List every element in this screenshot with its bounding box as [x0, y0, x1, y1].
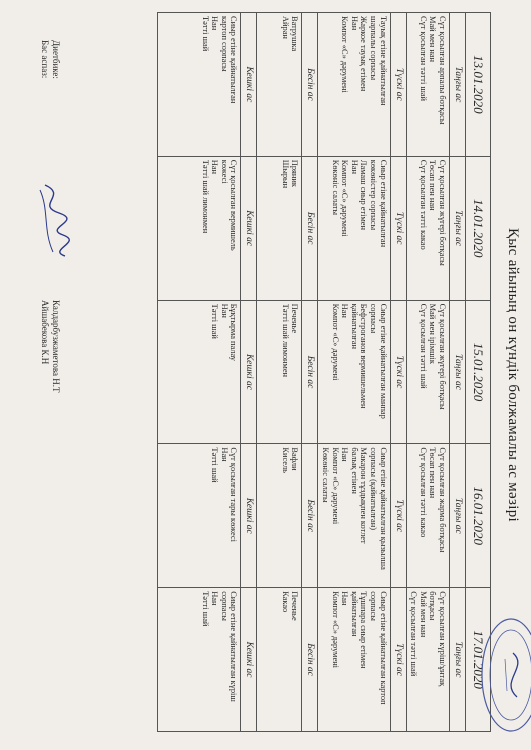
menu-item: Тәтті шай лимонмен — [280, 303, 290, 378]
dinner-cell — [158, 13, 241, 157]
menu-item: Нан — [340, 303, 350, 318]
handwritten-signature — [33, 180, 73, 260]
menu-item: Нан — [210, 16, 220, 31]
snack-label: Бесін ас — [302, 300, 318, 444]
menu-item: Сүт қосылған тары көжесі — [229, 447, 239, 542]
menu-item: Сиыр етіне қайнатылған қызылша — [378, 447, 388, 570]
menu-item: сорпасы (қайнатылған) — [369, 447, 379, 531]
head-cook-label: Бас аспаз: — [40, 40, 50, 79]
menu-table — [157, 12, 491, 732]
menu-item: Сүт қосылған тәтті какао — [418, 447, 428, 538]
menu-item: Тұшпара сиыр етімен — [359, 591, 369, 669]
breakfast-cell — [406, 444, 449, 588]
menu-item: Төсап пен нан — [428, 447, 438, 499]
lunch-cell — [318, 156, 390, 300]
menu-item: Печенье — [290, 303, 300, 334]
menu-item: Компот «С» дәруменi — [330, 447, 340, 525]
menu-item: Тәтті шай — [200, 591, 210, 627]
menu-item: Нан — [349, 159, 359, 175]
menu-item: Макарон тұздықпен котлет — [359, 447, 369, 544]
menu-item: Май мен ірімшік — [428, 303, 438, 364]
menu-item: Компот «С» дәруменi — [340, 159, 350, 237]
snack-label: Бесін ас — [302, 156, 318, 300]
date-header: 14.01.2020 — [466, 156, 491, 300]
dinner-cell — [158, 156, 241, 300]
menu-item: шарпалы сорпасы — [369, 16, 379, 81]
menu-item: Сүт қосылған тәтті шай — [418, 303, 428, 389]
menu-item: Май мен нан — [418, 591, 428, 638]
menu-title: Қыс айының он күндік болжамалы ас мәзірі — [505, 228, 521, 522]
menu-item: Сүт қосылған жүгері ботқасы — [438, 159, 447, 266]
lunch-label: Түскі ас — [390, 300, 406, 444]
breakfast-cell — [406, 13, 449, 157]
menu-item: Жаркое тауық етімен — [359, 16, 369, 92]
menu-item: Компот «С» дәруменi — [330, 591, 340, 669]
dinner-label: Кешкі ас — [241, 444, 257, 588]
menu-item: Кисель — [280, 447, 290, 473]
menu-item: көжесі — [219, 159, 229, 184]
snack-cell — [257, 300, 302, 444]
lunch-label: Түскі ас — [390, 444, 406, 588]
menu-item: Тәтті шай — [210, 447, 220, 483]
date-header: 16.01.2020 — [466, 444, 491, 588]
lunch-cell — [318, 13, 390, 157]
breakfast-label: Таңғы ас — [450, 156, 466, 300]
dietitian-name: Калдарбузжаметова Н.Т — [51, 300, 61, 393]
menu-item: Нан — [349, 16, 359, 31]
menu-item: Сүт қосылған жүгері ботқасы — [438, 303, 447, 410]
menu-item: картоп сорпасы — [219, 16, 229, 72]
menu-item: Какао — [280, 591, 290, 613]
menu-item: сорпасы — [369, 303, 379, 334]
menu-item: Сүт қосылған арпалы ботқасы — [438, 16, 447, 125]
menu-item: Нан — [210, 591, 220, 606]
breakfast-label: Таңғы ас — [450, 444, 466, 588]
menu-item: Сүт қосылған вермишель — [229, 159, 239, 251]
menu-item: Вафли — [290, 447, 300, 471]
lunch-label: Түскі ас — [390, 13, 406, 157]
menu-item: Тәтті шай — [210, 303, 220, 339]
menu-item: Компот «С» дәруменi — [330, 303, 340, 381]
menu-item: Сүт қосылған жарма ботқасы — [438, 447, 447, 553]
menu-item: Нан — [340, 447, 350, 462]
dinner-cell — [158, 588, 241, 732]
menu-item: сорпасы — [369, 591, 379, 621]
menu-item: балық етінен — [349, 447, 359, 494]
menu-item: Көкөніс салаты — [321, 447, 331, 503]
menu-item: қайнатылған — [349, 591, 359, 637]
dinner-label: Кешкі ас — [241, 588, 257, 732]
lunch-label: Түскі ас — [390, 156, 406, 300]
menu-item: Айран — [280, 16, 290, 39]
head-cook-name: Айшабекова К.Н — [40, 300, 50, 365]
menu-item: Сиыр етіне қайнатылған манпар — [378, 303, 388, 419]
breakfast-cell — [406, 588, 449, 732]
menu-item: Шырын — [280, 159, 290, 189]
menu-item: Төсап пен нан — [428, 159, 438, 211]
dinner-cell — [158, 300, 241, 444]
snack-label: Бесін ас — [302, 588, 318, 732]
menu-item: Көкөніс салаты — [330, 159, 340, 216]
breakfast-cell — [406, 156, 449, 300]
dinner-label-row — [241, 13, 257, 732]
menu-item: Тауық етіне қайнатылған — [378, 16, 388, 106]
snack-row — [257, 13, 302, 732]
breakfast-label: Таңғы ас — [450, 300, 466, 444]
breakfast-label: Таңғы ас — [450, 13, 466, 157]
snack-cell — [257, 13, 302, 157]
menu-item: Сиыр етіне қайнатылған күріш — [229, 591, 239, 702]
menu-item: сорпасы — [219, 591, 229, 621]
dinner-label: Кешкі ас — [241, 156, 257, 300]
menu-item: Нан — [210, 159, 220, 175]
snack-cell — [257, 444, 302, 588]
lunch-label-row — [390, 13, 406, 732]
breakfast-cell — [406, 300, 449, 444]
menu-item: Сиыр етіне қайнатылған картоп — [378, 591, 388, 705]
menu-item: Сүт қосылған тәтті какао — [418, 159, 428, 250]
menu-item: Тәтті шай лимонмен — [200, 159, 210, 234]
official-stamp — [479, 615, 531, 735]
breakfast-label-row — [450, 13, 466, 732]
lunch-cell — [318, 588, 390, 732]
menu-item: Сиыр етіне қайнатылған — [378, 159, 388, 248]
menu-item: Нан — [340, 591, 350, 606]
breakfast-row — [406, 13, 449, 732]
breakfast-label: Таңғы ас — [450, 588, 466, 732]
dietitian-label: Диетбике: — [51, 40, 61, 79]
date-header: 13.01.2020 — [466, 13, 491, 157]
menu-item: Сүт қосылған күріш/ұнтақ — [438, 591, 447, 687]
menu-item: Ламаш сиыр етімен — [359, 159, 369, 231]
menu-item: Нан — [219, 303, 229, 318]
menu-item: Бефстроганов вермишельмен — [359, 303, 369, 409]
menu-item: ботқасы — [428, 591, 438, 621]
menu-item: Компот «С» дәруменi — [340, 16, 350, 93]
snack-cell — [257, 588, 302, 732]
dinner-label: Кешкі ас — [241, 13, 257, 157]
menu-item: көкөністер сорпасы — [369, 159, 379, 231]
dinner-cell — [158, 444, 241, 588]
lunch-row — [318, 13, 390, 732]
lunch-cell — [318, 300, 390, 444]
menu-item: Сиыр етіне қайнатылған — [229, 16, 239, 104]
menu-item: Бұқтырма палау — [229, 303, 239, 361]
lunch-cell — [318, 444, 390, 588]
menu-item: Тәтті шай — [200, 16, 210, 52]
menu-item: Сүт қосылған тәтті шай — [409, 591, 419, 677]
date-header: 15.01.2020 — [466, 300, 491, 444]
snack-cell — [257, 156, 302, 300]
menu-item: Нан — [219, 447, 229, 462]
menu-item: Пряник — [290, 159, 300, 187]
menu-item: Ватрушка — [290, 16, 300, 52]
date-header: 17.01.2020 — [466, 588, 491, 732]
snack-label: Бесін ас — [302, 13, 318, 157]
dinner-label: Кешкі ас — [241, 300, 257, 444]
menu-item: қайнатылған — [349, 303, 359, 349]
menu-item: Май мен нан — [428, 16, 438, 63]
snack-label-row — [302, 13, 318, 732]
menu-item: Печенье — [290, 591, 300, 621]
lunch-label: Түскі ас — [390, 588, 406, 732]
snack-label: Бесін ас — [302, 444, 318, 588]
dinner-row — [158, 13, 241, 732]
menu-item: Сүт қосылған тәтті шай — [418, 16, 428, 102]
